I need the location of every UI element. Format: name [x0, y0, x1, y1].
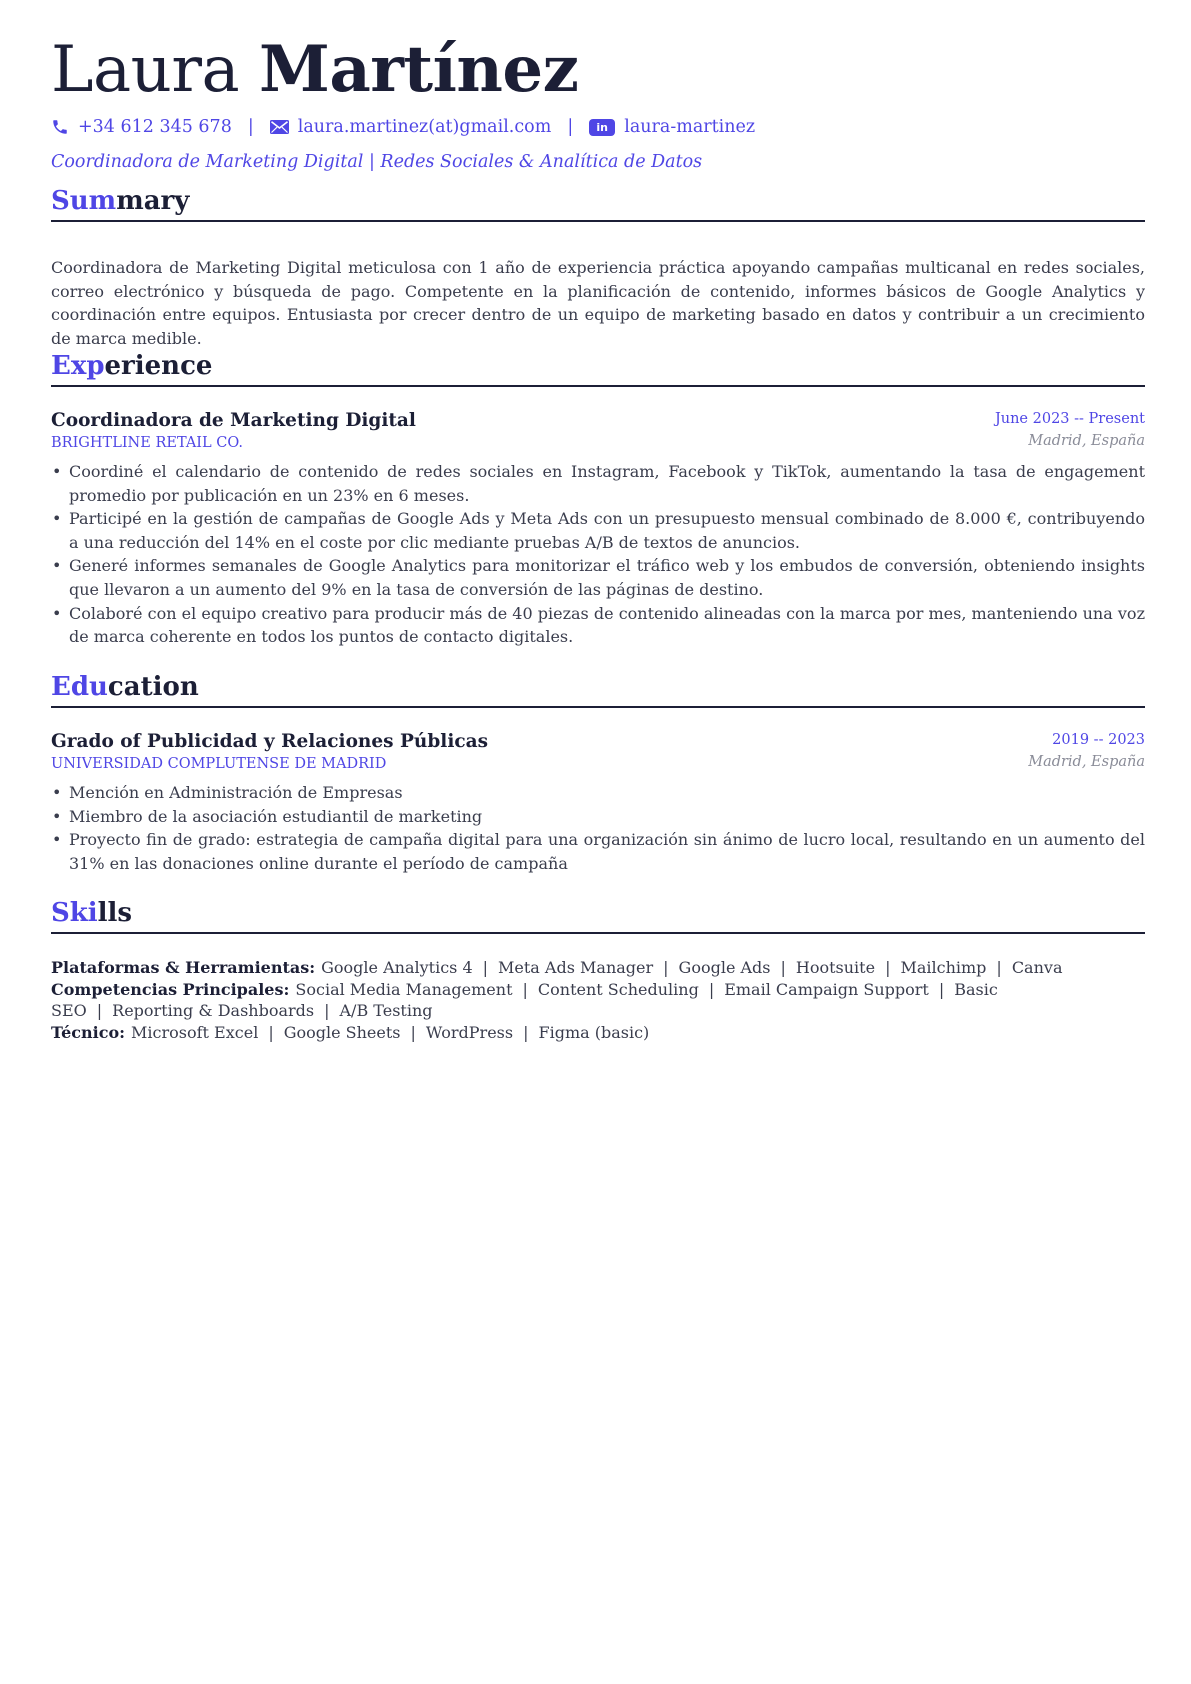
skill-item: Reporting & Dashboards [112, 1001, 315, 1020]
list-item: • Colaboré con el equipo creativo para producir más de 40 piezas de contenido alineadas con la marca por mes, manteniendo una voz de marca coherente en todos los puntos de contacto digitales. [51, 602, 1145, 649]
skill-item: A/B Testing [339, 1001, 433, 1020]
skill-item: Social Media Management [295, 979, 513, 999]
skill-separator: | [780, 958, 786, 977]
company-name: BRIGHTLINE RETAIL CO. [51, 435, 243, 451]
email-contact[interactable] [270, 117, 552, 137]
section-title-rest: lls [97, 898, 133, 928]
list-item: • Mención en Administración de Empresas [51, 781, 1145, 805]
skill-item: WordPress [425, 1022, 514, 1042]
job-location: Madrid, España [1028, 433, 1145, 449]
candidate-name [51, 32, 579, 107]
skill-item: Google Sheets [283, 1022, 401, 1042]
professional-headline: Coordinadora de Marketing Digital | Redes Sociales & Analítica de Datos [51, 152, 703, 172]
skill-item: Mailchimp [900, 958, 987, 977]
education-dates: 2019 -- 2023 [1052, 732, 1145, 748]
skill-separator: | [885, 958, 891, 977]
envelope-icon [270, 120, 289, 134]
section-title-accent: Exp [51, 351, 105, 381]
skill-item: Hootsuite [795, 958, 876, 977]
section-title-rest: mary [116, 186, 190, 216]
skill-separator: | [522, 979, 528, 999]
skill-row [51, 1022, 1145, 1044]
section-title-accent: Sum [51, 186, 117, 216]
list-item: • Miembro de la asociación estudiantil de marketing [51, 805, 1145, 829]
skill-item: Google Ads [678, 958, 771, 977]
contact-separator: | [247, 117, 254, 137]
skill-item: Email Campaign Support [724, 979, 929, 999]
list-item: • Generé informes semanales de Google Analytics para monitorizar el tráfico web y los embudos de conversión, obteniendo insights que llevaron a un aumento del 9% en la tasa de conversión de las páginas de destino. [51, 554, 1145, 601]
degree-title: Grado of Publicidad y Relaciones Públicas [51, 731, 489, 752]
skill-item: Meta Ads Manager [498, 958, 654, 977]
list-item: • Participé en la gestión de campañas de Google Ads y Meta Ads con un presupuesto mensual combinado de 8.000 €, contribuyendo a una reducción del 14% en el coste por clic mediante pruebas A/B de textos de anuncios. [51, 507, 1145, 554]
education-bullets [51, 781, 1145, 875]
phone-number: +34 612 345 678 [78, 117, 232, 137]
summary-text: Coordinadora de Marketing Digital meticulosa con 1 año de experiencia práctica apoyando campañas multicanal en redes sociales, correo electrónico y búsqueda de pago. Competente en la planificación de contenido, informes básicos de Google Analytics y coordinación entre equipos. Entusiasta por crecer dentro de un equipo de marketing basado en datos y contribuir a un crecimiento de marca medible. [51, 258, 1145, 348]
skill-row [51, 957, 1145, 979]
section-title-summary [51, 188, 1145, 222]
skill-row [51, 979, 1145, 1022]
skill-separator: | [268, 1022, 274, 1042]
linkedin-icon: in [589, 119, 615, 136]
job-title: Coordinadora de Marketing Digital [51, 410, 416, 431]
section-title-education [51, 674, 1145, 708]
section-title-rest: cation [107, 672, 199, 702]
skill-separator: | [708, 979, 715, 999]
section-title-experience [51, 353, 1145, 387]
job-bullets [51, 460, 1145, 649]
skills-list [51, 957, 1145, 1043]
linkedin-handle: laura-martinez [624, 117, 756, 137]
list-item: • Coordiné el calendario de contenido de redes sociales en Instagram, Facebook y TikTok, aumentando la tasa de engagement promedio por publicación en un 23% en 6 meses. [51, 460, 1145, 507]
skill-item: Content Scheduling [537, 979, 699, 999]
skill-separator: | [482, 958, 489, 977]
school-name: UNIVERSIDAD COMPLUTENSE DE MADRID [51, 756, 387, 772]
job-dates: June 2023 -- Present [994, 411, 1145, 427]
contact-separator: | [567, 117, 574, 137]
linkedin-contact[interactable] [589, 117, 755, 137]
skill-separator: | [663, 958, 669, 977]
first-name: Laura [51, 33, 240, 107]
skill-item: Canva [1011, 958, 1063, 977]
skill-separator: | [324, 1001, 330, 1020]
skill-separator: | [96, 1001, 103, 1020]
list-item: • Proyecto fin de grado: estrategia de campaña digital para una organización sin ánimo de lucro local, resultando en un aumento del 31% en las donaciones online durante el período de campaña [51, 828, 1145, 875]
skill-separator: | [938, 979, 945, 999]
section-title-skills [51, 900, 1145, 934]
phone-icon [51, 118, 69, 136]
last-name: Martínez [258, 32, 579, 107]
skill-item: Basic SEO [51, 979, 998, 1020]
section-title-accent: Edu [51, 672, 108, 702]
skill-category-label: Plataformas & Herramientas: [51, 958, 316, 977]
skill-separator: | [410, 1022, 416, 1042]
skill-item: Figma (basic) [538, 1022, 650, 1042]
school-location: Madrid, España [1028, 754, 1145, 770]
email-address: laura.martinez(at)gmail.com [297, 117, 552, 137]
phone-contact[interactable] [51, 117, 232, 137]
skill-category-label: Competencias Principales: [51, 979, 290, 999]
skill-separator: | [996, 958, 1002, 977]
section-title-rest: erience [104, 351, 213, 381]
contact-line [51, 115, 755, 139]
skill-item: Google Analytics 4 [321, 958, 473, 977]
section-title-accent: Ski [51, 898, 98, 928]
skill-category-label: Técnico: [51, 1022, 126, 1042]
skill-item: Microsoft Excel [131, 1022, 259, 1042]
skill-separator: | [523, 1022, 529, 1042]
